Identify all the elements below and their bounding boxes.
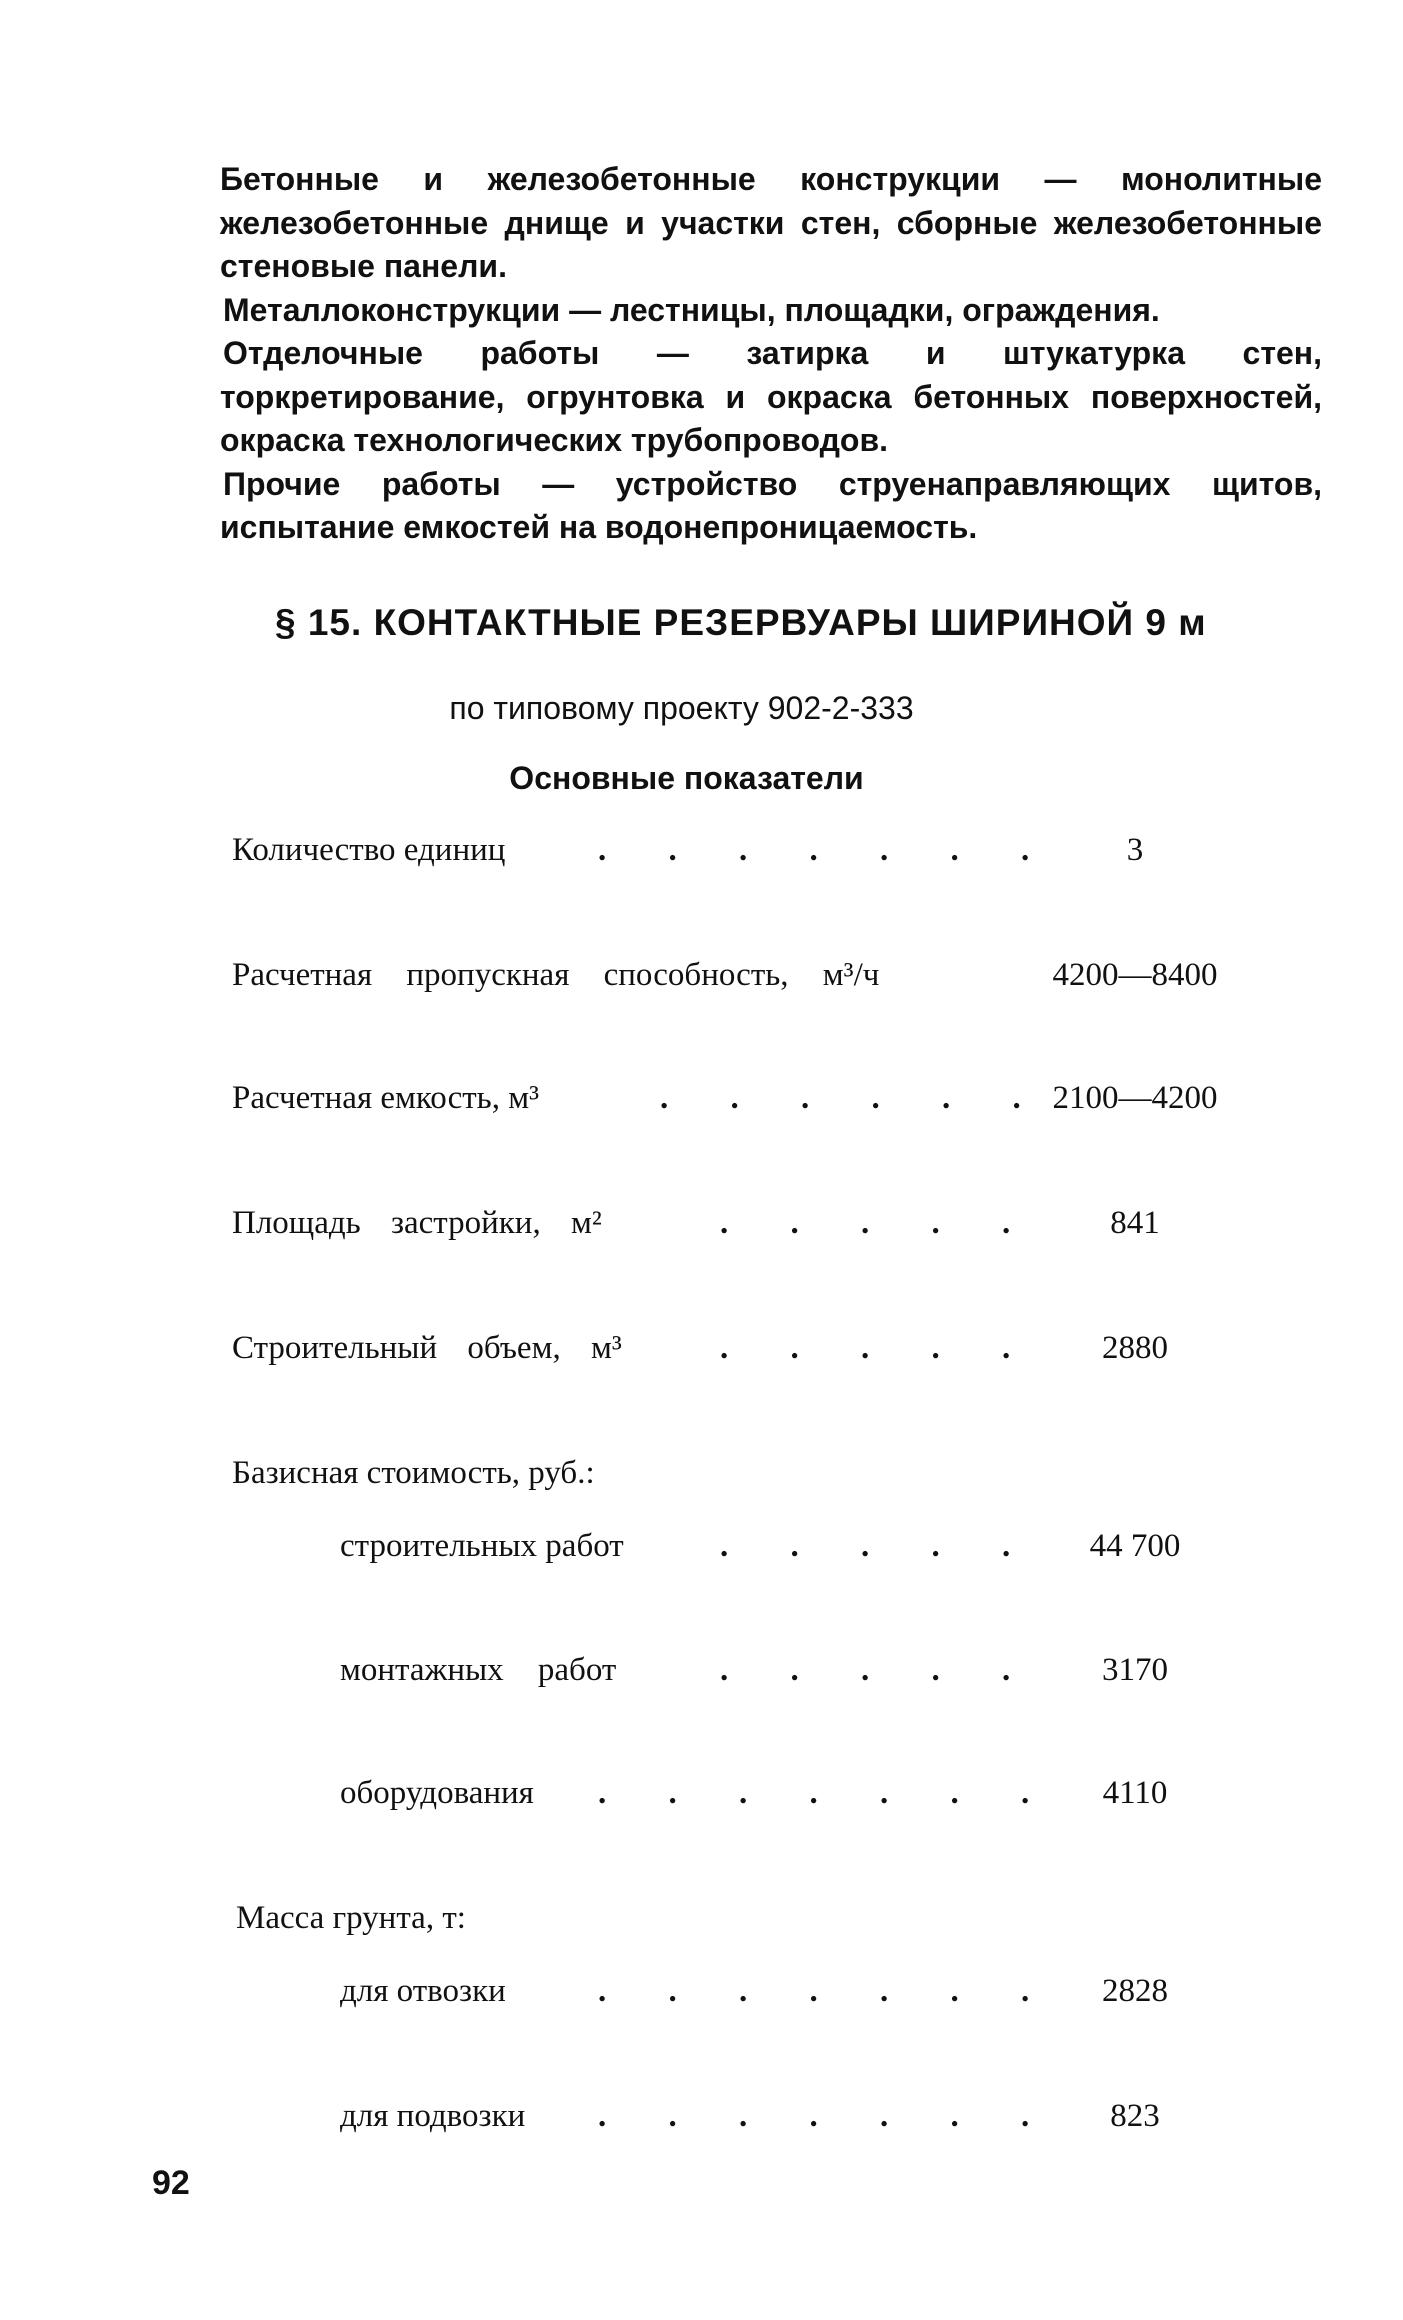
indicator-value: 3 xyxy=(1126,832,1144,868)
indicator-row-throughput xyxy=(0,957,1300,1001)
indicator-row-units xyxy=(0,832,1300,876)
intro-paragraph-finishing: Отделочные работы — затирка и штукатурка стен, торкретирование, огрунтовка и окраска бетонных поверхностей, окраска технологических трубопроводов. xyxy=(220,335,1322,458)
indicator-row-capacity xyxy=(0,1080,1300,1124)
leader-dots: . . . . . xyxy=(720,1205,1038,1241)
indicator-label: монтажных работ xyxy=(340,1652,617,1688)
project-line: по типовому проекту 902-2-333 xyxy=(449,690,914,726)
indicator-value: 4200—8400 xyxy=(1052,957,1218,993)
intro-paragraph-other: Прочие работы — устройство струенаправляющих щитов, испытание емкостей на водонепроницаемость. xyxy=(220,465,1322,545)
indicator-value: 841 xyxy=(1110,1205,1160,1241)
leader-dots: . . . . . . . xyxy=(598,1775,1057,1811)
indicator-label: строительных работ xyxy=(340,1528,624,1564)
indicator-value: 2828 xyxy=(1102,1973,1168,2009)
indicator-label: Количество единиц xyxy=(232,832,506,868)
indicator-value: 44 700 xyxy=(1089,1528,1181,1564)
intro-paragraph-metal: Металлоконструкции — лестницы, площадки, ограждения. xyxy=(223,291,1160,328)
indicator-label: оборудования xyxy=(340,1775,534,1811)
base-cost-heading: Базисная стоимость, руб.: xyxy=(232,1455,595,1491)
indicator-label: Строительный объем, м³ xyxy=(232,1330,622,1366)
base-cost-heading-row xyxy=(0,1455,1300,1499)
indicator-label: для подвозки xyxy=(340,2098,526,2134)
page-number: 92 xyxy=(152,2164,190,2202)
indicator-row-soil-removal xyxy=(0,1973,1300,2017)
indicator-label: для отвозки xyxy=(340,1973,506,2009)
leader-dots: . . . . . . . xyxy=(598,1973,1057,2009)
indicator-value: 823 xyxy=(1110,2098,1160,2134)
soil-mass-heading-row xyxy=(0,1900,1300,1944)
leader-dots: . . . . . . xyxy=(660,1080,1048,1116)
indicator-value: 3170 xyxy=(1102,1652,1168,1688)
indicator-row-equipment xyxy=(0,1775,1300,1819)
indicator-label: Расчетная пропускная способность, м³/ч xyxy=(232,957,880,993)
soil-mass-heading: Масса грунта, т: xyxy=(236,1900,466,1936)
intro-text xyxy=(220,158,1322,550)
indicator-row-installation-works xyxy=(0,1652,1300,1696)
indicator-value: 4110 xyxy=(1102,1775,1168,1811)
indicator-value: 2880 xyxy=(1102,1330,1168,1366)
indicator-row-construction-works xyxy=(0,1528,1300,1572)
leader-dots: . . . . . . . xyxy=(598,832,1057,868)
indicator-row-volume xyxy=(0,1330,1300,1374)
section-heading: § 15. КОНТАКТНЫЕ РЕЗЕРВУАРЫ ШИРИНОЙ 9 м xyxy=(275,602,1207,643)
indicator-label: Площадь застройки, м² xyxy=(232,1205,602,1241)
indicator-label: Расчетная емкость, м³ xyxy=(232,1080,539,1116)
leader-dots: . . . . . xyxy=(720,1652,1038,1688)
indicator-row-built-area xyxy=(0,1205,1300,1249)
intro-paragraph-concrete: Бетонные и железобетонные конструкции — монолитные железобетонные днище и участки стен, сборные железобетонные стеновые панели. xyxy=(220,161,1322,284)
leader-dots: . . . . . xyxy=(720,1330,1038,1366)
indicators-heading: Основные показатели xyxy=(509,760,864,796)
indicator-row-soil-delivery xyxy=(0,2098,1300,2142)
leader-dots: . . . . . . . xyxy=(598,2098,1057,2134)
indicator-value: 2100—4200 xyxy=(1052,1080,1218,1116)
leader-dots: . . . . . xyxy=(720,1528,1038,1564)
